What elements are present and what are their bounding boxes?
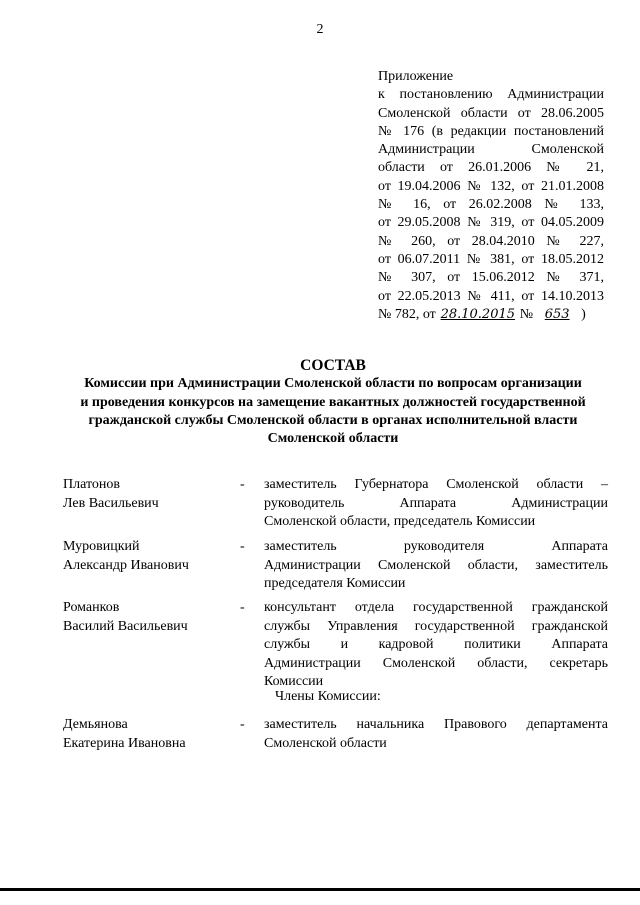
member-name: [63, 599, 233, 636]
member-role: [264, 538, 608, 594]
member-dash: -: [240, 600, 245, 615]
title-line: и проведения конкурсов на замещение вакантных должностей государственной: [80, 394, 586, 410]
title-heading: СОСТАВ: [300, 357, 366, 374]
role-line: службы Управления государственной гражданской: [264, 618, 608, 634]
member-name: [63, 716, 233, 753]
member-given-names: Александр Иванович: [63, 557, 189, 573]
bottom-rule: [0, 888, 640, 891]
member-role: [264, 476, 608, 532]
member-surname: Романков: [63, 600, 120, 615]
role-line: Комиссии: [264, 674, 324, 690]
role-line: Администрации Смоленской области, секретарь: [264, 655, 608, 671]
role-line: заместитель начальника Правового департамента: [264, 717, 608, 732]
member-dash: -: [240, 477, 245, 492]
member-role: [264, 716, 608, 753]
appendix-last-prefix: № 782, от: [378, 306, 436, 322]
member-dash: -: [240, 717, 245, 732]
handwritten-date: 28.10.2015: [440, 306, 516, 322]
member-dash: -: [240, 539, 245, 554]
appendix-line: от 22.05.2013 № 411, от 14.10.2013: [378, 288, 604, 304]
appendix-line: от 19.04.2006 № 132, от 21.01.2008: [378, 178, 604, 194]
appendix-line: Приложение: [378, 69, 454, 84]
member-name: [63, 476, 233, 513]
role-line: заместитель Губернатора Смоленской области –: [264, 477, 608, 492]
role-line: Смоленской области, председатель Комиссии: [264, 514, 536, 530]
appendix-line: № 260, от 28.04.2010 № 227,: [378, 233, 604, 249]
member-name: [63, 538, 233, 575]
appendix-line: Смоленской области от 28.06.2005: [378, 105, 604, 121]
member-surname: Демьянова: [63, 717, 128, 732]
role-line: Администрации Смоленской области, заместитель: [264, 557, 608, 573]
number-sign: №: [519, 306, 534, 322]
appendix-line: области от 26.01.2006 № 21,: [378, 160, 604, 176]
appendix-line: № 307, от 15.06.2012 № 371,: [378, 270, 604, 286]
member-given-names: Екатерина Ивановна: [63, 735, 186, 751]
member-given-names: Лев Васильевич: [63, 495, 159, 511]
role-line: Смоленской области: [264, 735, 387, 751]
appendix-block: [378, 68, 604, 324]
role-line: заместитель руководителя Аппарата: [264, 539, 608, 554]
page-number: 2: [316, 22, 324, 37]
appendix-line: к постановлению Администрации: [378, 87, 604, 103]
title-line: гражданской службы Смоленской области в органах исполнительной власти: [88, 412, 578, 428]
member-surname: Муровицкий: [63, 539, 140, 554]
document-title: [60, 357, 606, 448]
appendix-line: № 176 (в редакции постановлений: [378, 123, 604, 139]
appendix-line: № 16, от 26.02.2008 № 133,: [378, 197, 604, 213]
appendix-line: Администрации Смоленской: [378, 142, 604, 158]
role-line: консультант отдела государственной гражданской: [264, 600, 608, 615]
appendix-last-line: [378, 306, 604, 324]
title-line: Комиссии при Администрации Смоленской области по вопросам организации: [84, 376, 582, 392]
appendix-line: от 06.07.2011 № 381, от 18.05.2012: [378, 251, 604, 267]
appendix-line: от 29.05.2008 № 319, от 04.05.2009: [378, 215, 604, 231]
role-line: руководитель Аппарата Администрации: [264, 495, 608, 511]
handwritten-number: 653: [544, 306, 570, 322]
role-line: председателя Комиссии: [264, 576, 406, 592]
member-role: [264, 599, 608, 692]
member-given-names: Василий Васильевич: [63, 618, 188, 634]
member-surname: Платонов: [63, 477, 120, 492]
closing-paren: ): [581, 306, 586, 322]
members-subheading: Члены Комиссии:: [275, 689, 381, 704]
role-line: службы и кадровой политики Аппарата: [264, 637, 608, 653]
title-line: Смоленской области: [267, 431, 399, 447]
